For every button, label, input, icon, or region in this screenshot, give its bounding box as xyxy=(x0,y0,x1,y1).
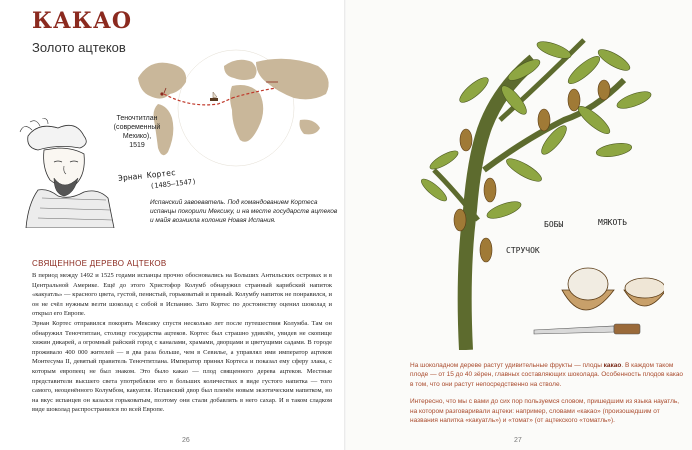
page-title: КАКАО xyxy=(32,8,133,34)
cortes-portrait-illustration xyxy=(18,118,128,228)
map-label-line: 1519 xyxy=(129,142,145,149)
map-label-line: (современный xyxy=(113,124,161,131)
page-number-left: 26 xyxy=(182,437,190,444)
para1-bold: какао xyxy=(603,362,622,369)
portrait-years-label: (1485–1547) xyxy=(149,177,197,191)
body-paragraph: Эрнан Кортес отправился покорять Мексику спустя несколько лет после путешествия Колумба. Там он обнаружил Теночтитлан, столицу государства ацтеков. Кортес был страшно удивлён, увидев не скопище хижин дикарей, а огромный райский город с каналами, храмами, дворцами и цветущими садами. В городе проживало 400 000 жителей — в два раза больше, чем в Севилье, a управлял ими император ацтеков Монтесума II, девятый правитель Теночтитлана. Император принял Кортеса и показал ему сферу злака, с которым европеец не был знаком. Это было какао — плод священного дерева ацтеков. Местные представители высшего света употребляли его в больших количествах в виде густого напитка — того самого, неоценённого Колумбом, какуатля. Испанский двор был пленён новым экзотическим напитком, но на вкус испанцев он казался горьковатым, поэтому они стали добавлять в него сахар. И в таком сладком виде шоколад распространился по всей Европе. xyxy=(32,319,332,414)
portrait-name-label: Эрнан Кортес xyxy=(117,168,177,183)
world-map-illustration xyxy=(128,48,344,168)
map-label-line: Теночтитлан xyxy=(116,115,158,122)
portrait-caption: Испанский завоеватель. Под командованием Кортеса испанцы покорили Мексику, и на месте государств ацтеков и майя возникла колония Новая Испания. xyxy=(150,199,338,224)
label-pulp: МЯКОТЬ xyxy=(598,218,627,227)
para1-before: На шоколадном дереве растут удивительные фрукты — плоды xyxy=(410,362,604,369)
page-number-right: 27 xyxy=(514,437,522,444)
right-paragraph-1 xyxy=(410,361,686,389)
label-beans: БОБЫ xyxy=(544,220,564,229)
section-heading: СВЯЩЕННОЕ ДЕРЕВО АЦТЕКОВ xyxy=(32,259,167,268)
para1-after: . В каждом таком плоде — от 15 до 40 зёрен, главных составляющих шоколада. Особенность плодов какао в том, что они растут непосредственно на стволе. xyxy=(410,362,684,388)
page-subtitle: Золото ацтеков xyxy=(32,40,126,55)
right-page xyxy=(346,0,692,450)
right-paragraph-2: Интересно, что мы с вами до сих пор пользуемся словом, пришедшим из языка науатль, на котором разговаривали ацтеки: например, словами «какао» (произошедшим от названия напитка «какуатль») и «томат» (от ацтекского «томатль»). xyxy=(410,398,680,425)
cacao-tree-illustration xyxy=(414,20,664,350)
right-text-block xyxy=(410,361,686,433)
body-paragraph: В период между 1492 и 1525 годами испанцы прочно обосновались на Больших Антильских островах и в Центральной Америке. Ещё до этого Христофор Колумб обнаружил странный карибский напиток «какуатль» — красного цвета, густой, пенистый, горьковатый и пряный. Колумбу напиток не понравился, и он не счёл нужным везти шоколад с собой в Испанию. Зато Кортес по достоинству оценил шоколад и открыл его Европе. xyxy=(32,272,332,318)
label-stalk: СТРУЧОК xyxy=(506,246,540,255)
map-label-line: Мехико), xyxy=(122,133,152,140)
body-text xyxy=(32,271,332,415)
